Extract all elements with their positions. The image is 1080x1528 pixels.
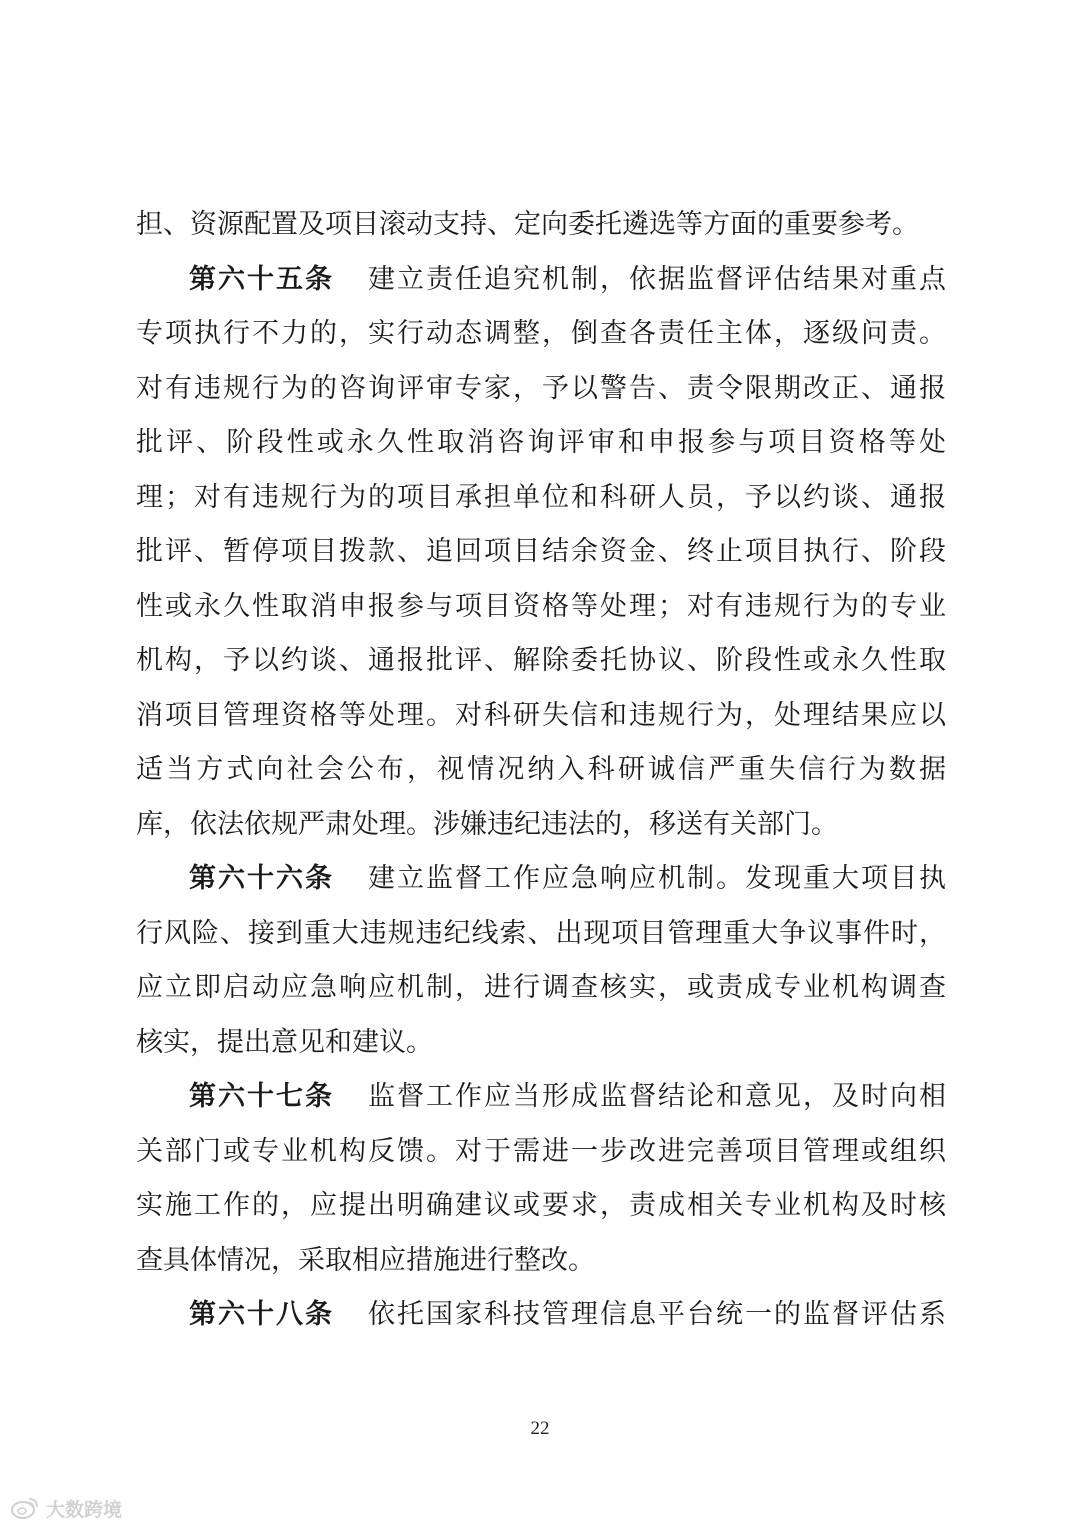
- text-line: [136, 471, 946, 526]
- line-text: 核实，提出意见和建议。: [136, 1026, 433, 1058]
- watermark-text: 大数跨境: [46, 1498, 123, 1521]
- text-line: [136, 416, 946, 471]
- article-heading: 第六十七条: [189, 1081, 334, 1112]
- text-line: [136, 1234, 946, 1289]
- line-text: 对有违规行为的咨询评审专家，予以警告、责令限期改正、通报: [136, 372, 946, 404]
- text-line: [136, 307, 946, 362]
- text-line: [136, 1016, 946, 1071]
- line-text: 性或永久性取消申报参与项目资格等处理；对有违规行为的专业: [136, 590, 946, 622]
- line-text: 担、资源配置及项目滚动支持、定向委托遴选等方面的重要参考。: [136, 209, 919, 240]
- line-text: 依托国家科技管理信息平台统一的监督评估系: [368, 1299, 946, 1330]
- text-line: [136, 1125, 946, 1180]
- line-text: 查具体情况，采取相应措施进行整改。: [136, 1244, 595, 1276]
- weibo-logo-icon: [10, 1496, 40, 1520]
- watermark: [10, 1494, 122, 1522]
- line-text: 理；对有违规行为的项目承担单位和科研人员，予以约谈、通报: [136, 481, 946, 513]
- text-line: [136, 634, 946, 689]
- line-text: 行风险、接到重大违规违纪线索、出现项目管理重大争议事件时，: [136, 917, 946, 949]
- article-heading: 第六十六条: [189, 863, 334, 894]
- body-text: [136, 198, 946, 1343]
- line-text: 适当方式向社会公布，视情况纳入科研诚信严重失信行为数据: [136, 754, 946, 785]
- text-line: [136, 198, 946, 253]
- line-text: 建立责任追究机制，依据监督评估结果对重点: [368, 263, 946, 295]
- line-text: 实施工作的，应提出明确建议或要求，责成相关专业机构及时核: [136, 1190, 946, 1221]
- article-first-line: [136, 852, 946, 907]
- line-text: 关部门或专业机构反馈。对于需进一步改进完善项目管理或组织: [136, 1135, 946, 1167]
- article-heading: 第六十五条: [189, 263, 334, 295]
- article-first-line: [136, 253, 946, 308]
- text-line: [136, 525, 946, 580]
- line-text: 应立即启动应急响应机制，进行调查核实，或责成专业机构调查: [136, 972, 946, 1003]
- line-text: 库，依法依规严肃处理。涉嫌违纪违法的，移送有关部门。: [136, 808, 838, 840]
- line-text: 监督工作应当形成监督结论和意见，及时向相: [368, 1081, 946, 1112]
- article-first-line: [136, 1070, 946, 1125]
- line-text: 机构，予以约谈、通报批评、解除委托协议、阶段性或永久性取: [136, 645, 946, 676]
- text-line: [136, 798, 946, 853]
- page-number: 22: [530, 1418, 550, 1439]
- line-text: 建立监督工作应急响应机制。发现重大项目执: [368, 863, 946, 894]
- line-text: 批评、暂停项目拨款、追回项目结余资金、终止项目执行、阶段: [136, 536, 946, 567]
- line-text: 批评、阶段性或永久性取消咨询评审和申报参与项目资格等处: [136, 427, 946, 458]
- text-line: [136, 907, 946, 962]
- line-text: 消项目管理资格等处理。对科研失信和违规行为，处理结果应以: [136, 699, 946, 731]
- text-line: [136, 743, 946, 798]
- text-line: [136, 1179, 946, 1234]
- text-line: [136, 961, 946, 1016]
- text-line: [136, 362, 946, 417]
- article-first-line: [136, 1288, 946, 1343]
- text-line: [136, 580, 946, 635]
- line-text: 专项执行不力的，实行动态调整，倒查各责任主体，逐级问责。: [136, 318, 946, 349]
- article-heading: 第六十八条: [189, 1299, 334, 1330]
- text-line: [136, 689, 946, 744]
